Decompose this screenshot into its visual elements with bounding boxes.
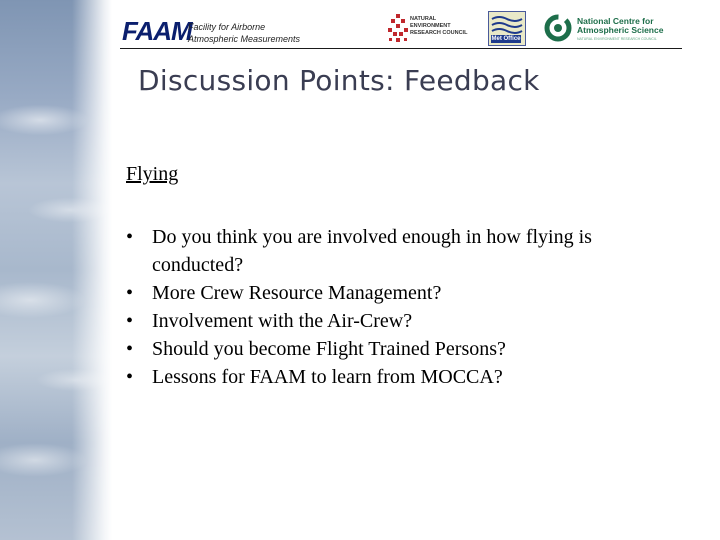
header-divider [120,48,682,49]
bullet-text: Involvement with the Air-Crew? [152,310,413,332]
met-office-label: Met Office [491,36,521,42]
ncas-logo [544,12,684,44]
nerc-logo [388,10,478,46]
met-office-waves-icon [491,15,523,35]
bullet-marker: • [126,366,134,388]
bullet-text: Should you become Flight Trained Persons? [152,338,506,360]
slide-title: Discussion Points: Feedback [138,64,540,97]
faam-subtitle [188,21,300,45]
bullet-marker: • [126,226,134,248]
sky-background-panel [0,0,112,540]
ncas-ring-icon [544,14,572,42]
met-office-logo [488,11,526,46]
nerc-wordmark: NATURAL ENVIRONMENT RESEARCH COUNCIL [410,16,468,36]
bullet-item [126,335,646,363]
faam-subtitle-line2: Atmospheric Measurements [188,34,301,44]
bullet-item [126,279,646,307]
section-heading: Flying [126,163,179,185]
ncas-wordmark: National Centre for Atmospheric Science [577,16,664,35]
bullet-marker: • [126,282,134,304]
nerc-emblem-icon [388,14,408,44]
bullet-marker: • [126,310,134,332]
header-logos [120,8,680,52]
bullet-item [126,223,646,279]
faam-logo: FAAM [122,16,192,46]
bullet-marker: • [126,338,134,360]
bullet-item [126,307,646,335]
bullet-text: Lessons for FAAM to learn from MOCCA? [152,366,503,388]
bullet-list [126,223,646,391]
bullet-item [126,363,646,391]
ncas-tagline: NATURAL ENVIRONMENT RESEARCH COUNCIL [577,37,657,41]
faam-subtitle-line1: Facility for Airborne [188,22,266,32]
bullet-text: More Crew Resource Management? [152,282,442,304]
bullet-text: Do you think you are involved enough in how flying is conducted? [152,226,592,276]
